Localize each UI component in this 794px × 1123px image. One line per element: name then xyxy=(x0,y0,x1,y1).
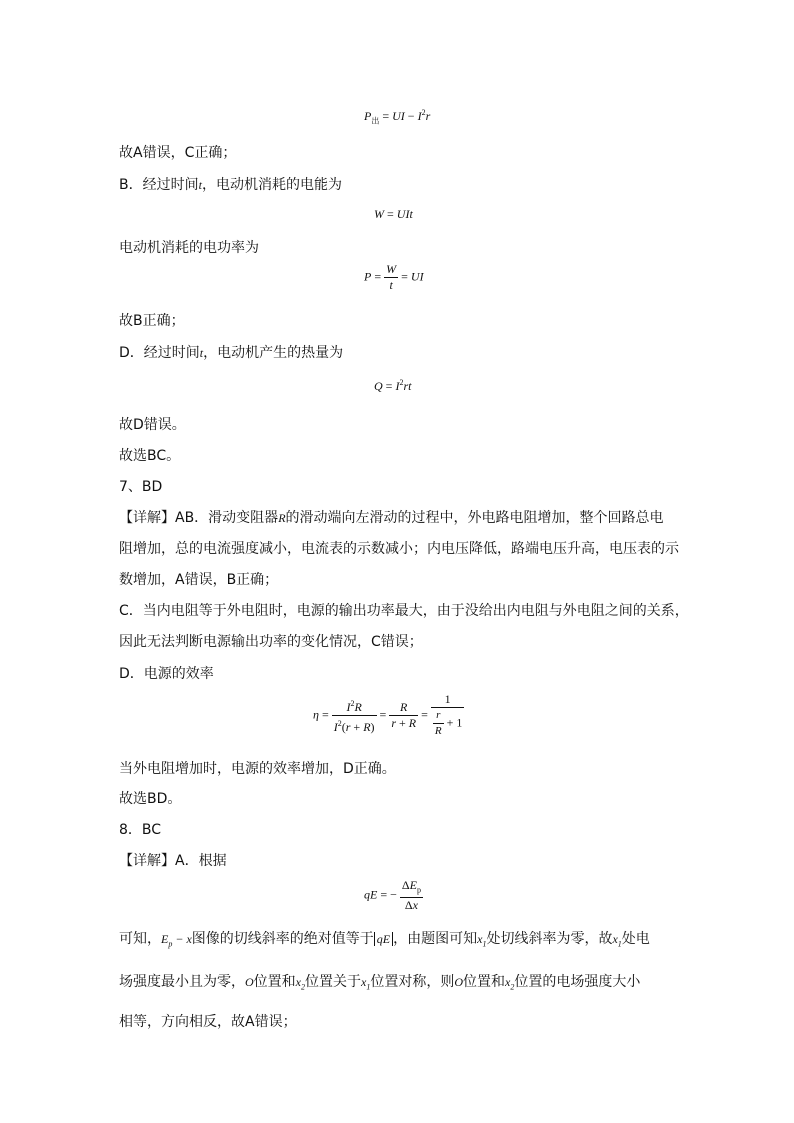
formula-energy: W = UIt xyxy=(374,207,413,221)
text-line: 阻增加，总的电流强度减小，电流表的示数减小；内电压降低，路端电压升高，电压表的示 xyxy=(119,541,679,557)
formula-field: qE = − $\frac{\Delta E_p}{\Delta x}$ xyxy=(364,878,421,913)
text-line: C．当内电阻等于外电阻时，电源的输出功率最大，由于没给出内电阻与外电阻之间的关系， xyxy=(119,603,689,619)
text-line: 故选BC。 xyxy=(119,448,181,464)
formula-efficiency: η = $\frac{I^2R}{I^2(r + R)}$ = $\frac{R}{r + R}$ = 1 $\frac{r}{R}$ + 1 xyxy=(313,692,463,737)
text-line: 电动机消耗的电功率为 xyxy=(119,240,259,256)
question-number: 8．BC xyxy=(119,822,162,838)
text-line: 【详解】AB．滑动变阻器R的滑动端向左滑动的过程中，外电路电阻增加，整个回路总电 xyxy=(119,510,664,526)
question-number: 7、BD xyxy=(119,479,163,495)
text-line: B．经过时间t，电动机消耗的电能为 xyxy=(119,177,342,193)
text-line: 可知，$E_p - x$图像的切线斜率的绝对值等于 qE ，由题图可知$x_1$处切线斜率为零，故$x_1$处电 xyxy=(119,931,650,949)
text-line: 场强度最小且为零，O位置和$x_2$位置关于$x_1$位置对称，则O位置和$x_2$位置的电场强度大小 xyxy=(119,974,641,992)
text-line: 故B正确； xyxy=(119,313,185,329)
text-line: 因此无法判断电源输出功率的变化情况，C错误； xyxy=(119,634,423,650)
formula-output-power: $P_出$ = UI − $I^2r$ xyxy=(364,108,431,126)
text-line: 相等，方向相反，故A错误； xyxy=(119,1014,297,1030)
text-line: 数增加，A错误，B正确； xyxy=(119,572,279,588)
text-line: D．电源的效率 xyxy=(119,666,214,682)
text-line: 当外电阻增加时，电源的效率增加，D正确。 xyxy=(119,761,396,777)
abs-qE: qE xyxy=(374,932,393,946)
formula-power: P = $\frac{W}{t}$ = UI xyxy=(364,262,424,292)
formula-heat: $Q = I^2rt$ xyxy=(374,378,412,393)
text-line: 故D错误。 xyxy=(119,417,186,433)
text-line: 故A错误，C正确； xyxy=(119,145,237,161)
text-line: 【详解】A．根据 xyxy=(119,853,227,869)
text-line: D．经过时间t，电动机产生的热量为 xyxy=(119,345,344,361)
text-line: 故选BD。 xyxy=(119,791,182,807)
